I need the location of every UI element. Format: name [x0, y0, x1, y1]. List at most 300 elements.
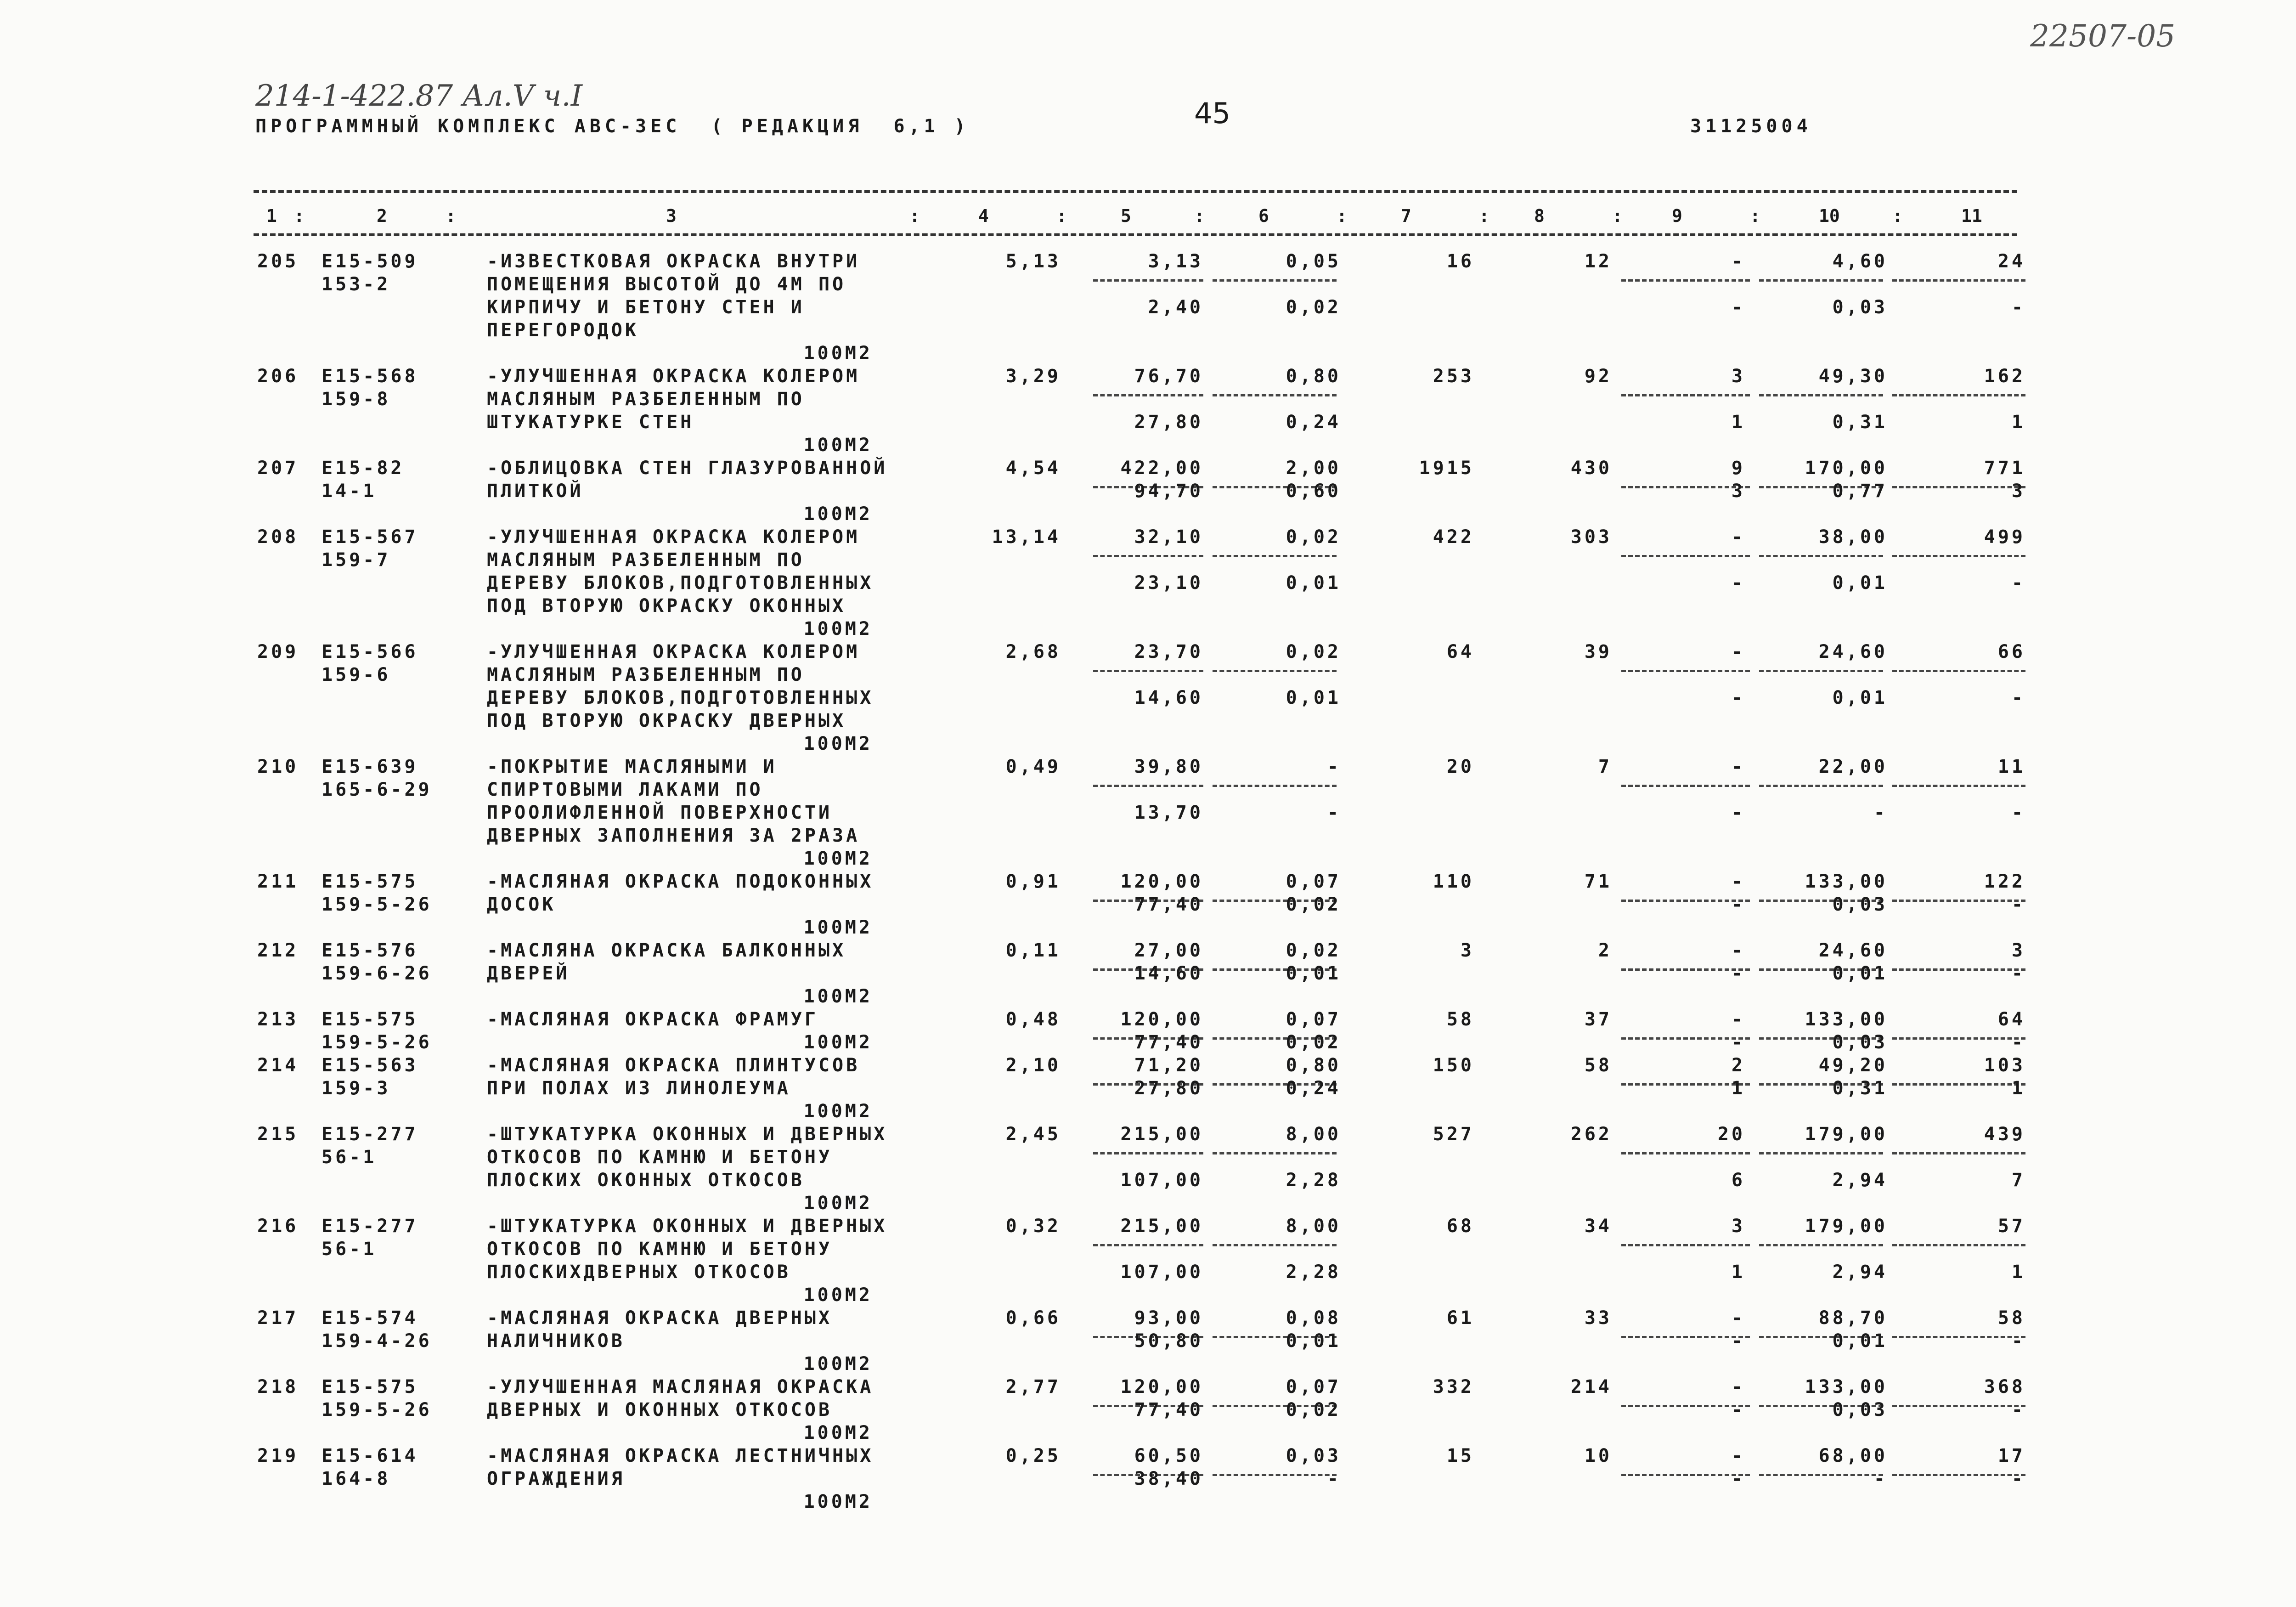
corner-handwritten-note: 22507-05: [2030, 18, 2176, 54]
column-separator: :: [1750, 206, 1760, 226]
cell-subrule: [1759, 1244, 1883, 1246]
cell-lower: 0,01: [1832, 1330, 1888, 1352]
cell-value: 1915: [1419, 458, 1474, 479]
cell-value: 34: [1584, 1216, 1612, 1237]
cell-lower: 3: [2011, 481, 2025, 502]
cell-subrule: [1093, 1244, 1203, 1246]
cell-lower: 0,01: [1286, 572, 1341, 594]
cell-value: 20: [1446, 756, 1474, 777]
norm-code: Е15-575: [322, 871, 418, 892]
norm-code: Е15-574: [322, 1307, 418, 1329]
cell-lower: -: [2011, 1330, 2025, 1352]
cell-upper: 88,70: [1818, 1307, 1888, 1329]
norm-code: Е15-566: [322, 641, 418, 662]
quantity-value: 4,54: [1005, 458, 1061, 479]
cell-lower: 0,02: [1286, 1399, 1341, 1420]
cell-upper: 49,20: [1818, 1055, 1888, 1076]
cell-upper: 66: [1997, 641, 2025, 662]
quantity-value: 0,11: [1005, 940, 1061, 961]
norm-code: 153-2: [322, 274, 391, 295]
cell-upper: -: [1731, 756, 1745, 777]
cell-upper: 11: [1997, 756, 2025, 777]
cell-lower: 1: [2011, 1078, 2025, 1099]
cell-upper: 3: [1731, 1216, 1745, 1237]
norm-code: 159-5-26: [322, 1032, 432, 1053]
cell-upper: 0,07: [1286, 871, 1341, 892]
cell-upper: 71,20: [1134, 1055, 1203, 1076]
cell-lower: 0,01: [1286, 687, 1341, 708]
cell-upper: 179,00: [1805, 1124, 1888, 1145]
cell-lower: 7: [2011, 1170, 2025, 1191]
work-description: ПЛИТКОЙ: [487, 481, 584, 502]
row-number: 211: [257, 871, 299, 892]
norm-code: Е15-567: [322, 526, 418, 548]
work-description: ШТУКАТУРКЕ СТЕН: [487, 412, 694, 433]
work-description: -УЛУЧШЕННАЯ ОКРАСКА КОЛЕРОМ: [487, 366, 860, 387]
cell-lower: 0,03: [1832, 1399, 1888, 1420]
column-header-1: 1: [266, 206, 277, 226]
cell-lower: 27,80: [1134, 412, 1203, 433]
cell-subrule: [1213, 670, 1337, 672]
row-number: 205: [257, 251, 299, 272]
cell-upper: 215,00: [1120, 1124, 1203, 1145]
unit-of-measure: 100М2: [803, 343, 873, 364]
cell-subrule: [1892, 279, 2025, 282]
cell-value: 527: [1433, 1124, 1474, 1145]
unit-of-measure: 100М2: [803, 1284, 873, 1306]
norm-code: Е15-563: [322, 1055, 418, 1076]
cell-subrule: [1093, 555, 1203, 557]
cell-upper: 133,00: [1805, 1376, 1888, 1398]
unit-of-measure: 100М2: [803, 1491, 873, 1512]
cell-upper: 64: [1997, 1009, 2025, 1030]
cell-lower: -: [1731, 1399, 1745, 1420]
cell-lower: 0,03: [1832, 894, 1888, 915]
cell-value: 64: [1446, 641, 1474, 662]
quantity-value: 2,10: [1005, 1055, 1061, 1076]
cell-lower: 1: [1731, 412, 1745, 433]
cell-value: 2: [1598, 940, 1612, 961]
cell-upper: 170,00: [1805, 458, 1888, 479]
cell-lower: -: [1731, 802, 1745, 823]
quantity-value: 2,77: [1005, 1376, 1061, 1398]
norm-code: 159-8: [322, 389, 391, 410]
unit-of-measure: 100М2: [803, 986, 873, 1007]
cell-lower: 1: [1731, 1078, 1745, 1099]
column-separator: :: [1056, 206, 1067, 226]
work-description: ПОД ВТОРУЮ ОКРАСКУ ОКОННЫХ: [487, 595, 846, 617]
cell-lower: -: [1873, 1468, 1888, 1489]
cell-lower: 3: [1731, 481, 1745, 502]
work-description: СПИРТОВЫМИ ЛАКАМИ ПО: [487, 779, 763, 800]
cell-subrule: [1093, 394, 1203, 396]
column-separator: :: [909, 206, 920, 226]
cell-upper: 24,60: [1818, 940, 1888, 961]
cell-upper: 0,02: [1286, 641, 1341, 662]
cell-lower: 107,00: [1120, 1262, 1203, 1283]
cell-upper: 133,00: [1805, 1009, 1888, 1030]
cell-upper: -: [1327, 756, 1341, 777]
unit-of-measure: 100М2: [803, 1101, 873, 1122]
cell-upper: 499: [1984, 526, 2025, 548]
cell-value: 12: [1584, 251, 1612, 272]
row-number: 212: [257, 940, 299, 961]
cell-value: 58: [1446, 1009, 1474, 1030]
cell-upper: -: [1731, 871, 1745, 892]
cell-subrule: [1759, 279, 1883, 282]
cell-upper: 38,00: [1818, 526, 1888, 548]
cell-value: 71: [1584, 871, 1612, 892]
cell-value: 214: [1570, 1376, 1612, 1398]
cell-upper: 0,80: [1286, 1055, 1341, 1076]
cell-value: 16: [1446, 251, 1474, 272]
cell-lower: 38,40: [1134, 1468, 1203, 1489]
work-description: -МАСЛЯНА ОКРАСКА БАЛКОННЫХ: [487, 940, 846, 961]
cell-lower: 0,02: [1286, 1032, 1341, 1053]
cell-upper: 93,00: [1134, 1307, 1203, 1329]
cell-lower: -: [1731, 963, 1745, 984]
row-number: 206: [257, 366, 299, 387]
unit-of-measure: 100М2: [803, 1193, 873, 1214]
column-header-5: 5: [1121, 206, 1131, 226]
cell-subrule: [1759, 555, 1883, 557]
cell-upper: -: [1731, 940, 1745, 961]
cell-subrule: [1213, 279, 1337, 282]
cell-subrule: [1093, 670, 1203, 672]
column-separator: :: [446, 206, 456, 226]
work-description: ДОСОК: [487, 894, 556, 915]
norm-code: Е15-277: [322, 1216, 418, 1237]
cell-upper: 179,00: [1805, 1216, 1888, 1237]
cell-upper: 49,30: [1818, 366, 1888, 387]
cell-subrule: [1621, 1244, 1750, 1246]
work-description: ПЛОСКИХДВЕРНЫХ ОТКОСОВ: [487, 1262, 791, 1283]
column-header-7: 7: [1401, 206, 1411, 226]
cell-upper: 133,00: [1805, 871, 1888, 892]
work-description: -ОБЛИЦОВКА СТЕН ГЛАЗУРОВАННОЙ: [487, 458, 888, 479]
cell-upper: 24: [1997, 251, 2025, 272]
cell-lower: 107,00: [1120, 1170, 1203, 1191]
norm-code: 14-1: [322, 481, 377, 502]
unit-of-measure: 100М2: [803, 917, 873, 938]
cell-upper: -: [1731, 1009, 1745, 1030]
cell-value: 7: [1598, 756, 1612, 777]
cell-subrule: [1892, 785, 2025, 787]
cell-lower: -: [2011, 1468, 2025, 1489]
cell-upper: 0,07: [1286, 1009, 1341, 1030]
cell-lower: 23,10: [1134, 572, 1203, 594]
cell-lower: 13,70: [1134, 802, 1203, 823]
row-number: 214: [257, 1055, 299, 1076]
cell-value: 33: [1584, 1307, 1612, 1329]
cell-value: 15: [1446, 1445, 1474, 1466]
cell-lower: 27,80: [1134, 1078, 1203, 1099]
cell-subrule: [1213, 1152, 1337, 1154]
table-top-rule: [254, 190, 2017, 193]
cell-lower: -: [1873, 802, 1888, 823]
row-number: 217: [257, 1307, 299, 1329]
work-description: ОГРАЖДЕНИЯ: [487, 1468, 625, 1489]
cell-upper: 8,00: [1286, 1216, 1341, 1237]
cell-upper: 3: [2011, 940, 2025, 961]
cell-subrule: [1621, 394, 1750, 396]
unit-of-measure: 100М2: [803, 435, 873, 456]
cell-lower: 0,01: [1832, 687, 1888, 708]
unit-of-measure: 100М2: [803, 1422, 873, 1443]
cell-upper: 4,60: [1832, 251, 1888, 272]
norm-code: Е15-575: [322, 1376, 418, 1398]
work-description: ДВЕРНЫХ ЗАПОЛНЕНИЯ ЗА 2РАЗА: [487, 825, 860, 846]
cell-lower: -: [2011, 802, 2025, 823]
page-number: 45: [1194, 96, 1230, 130]
norm-code: 56-1: [322, 1239, 377, 1260]
cell-upper: 27,00: [1134, 940, 1203, 961]
work-description: МАСЛЯНЫМ РАЗБЕЛЕННЫМ ПО: [487, 664, 805, 685]
cell-value: 430: [1570, 458, 1612, 479]
cell-upper: 0,03: [1286, 1445, 1341, 1466]
column-header-11: 11: [1961, 206, 1982, 226]
cell-subrule: [1621, 785, 1750, 787]
cell-upper: 39,80: [1134, 756, 1203, 777]
cell-lower: 2,28: [1286, 1170, 1341, 1191]
cell-upper: 422,00: [1120, 458, 1203, 479]
cell-lower: 94,70: [1134, 481, 1203, 502]
cell-lower: 0,02: [1286, 894, 1341, 915]
cell-value: 39: [1584, 641, 1612, 662]
cell-lower: 1: [2011, 1262, 2025, 1283]
column-separator: :: [1892, 206, 1903, 226]
cell-lower: 14,60: [1134, 963, 1203, 984]
cell-value: 150: [1433, 1055, 1474, 1076]
norm-code: Е15-639: [322, 756, 418, 777]
cell-lower: -: [2011, 894, 2025, 915]
quantity-value: 0,91: [1005, 871, 1061, 892]
cell-subrule: [1093, 1152, 1203, 1154]
work-description: -ИЗВЕСТКОВАЯ ОКРАСКА ВНУТРИ: [487, 251, 860, 272]
cell-lower: 0,03: [1832, 297, 1888, 318]
column-header-9: 9: [1672, 206, 1682, 226]
column-separator: :: [1479, 206, 1489, 226]
row-number: 210: [257, 756, 299, 777]
cell-value: 422: [1433, 526, 1474, 548]
work-description: ПЕРЕГОРОДОК: [487, 320, 639, 341]
cell-upper: 0,80: [1286, 366, 1341, 387]
cell-value: 110: [1433, 871, 1474, 892]
cell-lower: -: [1731, 1468, 1745, 1489]
cell-lower: 6: [1731, 1170, 1745, 1191]
work-description: ДЕРЕВУ БЛОКОВ,ПОДГОТОВЛЕННЫХ: [487, 572, 874, 594]
quantity-value: 0,49: [1005, 756, 1061, 777]
norm-code: Е15-576: [322, 940, 418, 961]
work-description: -МАСЛЯНАЯ ОКРАСКА ФРАМУГ: [487, 1009, 818, 1030]
column-header-4: 4: [978, 206, 989, 226]
cell-value: 303: [1570, 526, 1612, 548]
cell-upper: -: [1731, 1376, 1745, 1398]
cell-lower: 0,24: [1286, 1078, 1341, 1099]
row-number: 208: [257, 526, 299, 548]
quantity-value: 3,29: [1005, 366, 1061, 387]
cell-upper: 0,02: [1286, 526, 1341, 548]
norm-code: Е15-614: [322, 1445, 418, 1466]
cell-lower: -: [2011, 1399, 2025, 1420]
work-description: ДЕРЕВУ БЛОКОВ,ПОДГОТОВЛЕННЫХ: [487, 687, 874, 708]
norm-code: 159-5-26: [322, 1399, 432, 1420]
row-number: 219: [257, 1445, 299, 1466]
row-number: 213: [257, 1009, 299, 1030]
cell-upper: 2: [1731, 1055, 1745, 1076]
cell-value: 3: [1460, 940, 1474, 961]
cell-subrule: [1892, 555, 2025, 557]
work-description: ПРИ ПОЛАХ ИЗ ЛИНОЛЕУМА: [487, 1078, 791, 1099]
work-description: -МАСЛЯНАЯ ОКРАСКА ПОДОКОННЫХ: [487, 871, 874, 892]
cell-lower: 1: [2011, 412, 2025, 433]
unit-of-measure: 100М2: [803, 1032, 873, 1053]
cell-lower: 2,28: [1286, 1262, 1341, 1283]
cell-upper: 20: [1717, 1124, 1745, 1145]
cell-upper: 0,05: [1286, 251, 1341, 272]
cell-lower: -: [2011, 297, 2025, 318]
work-description: МАСЛЯНЫМ РАЗБЕЛЕННЫМ ПО: [487, 389, 805, 410]
quantity-value: 0,66: [1005, 1307, 1061, 1329]
column-separator: :: [1194, 206, 1205, 226]
cell-upper: -: [1731, 641, 1745, 662]
norm-code: 159-4-26: [322, 1330, 432, 1352]
cell-subrule: [1621, 555, 1750, 557]
cell-upper: 120,00: [1120, 1376, 1203, 1398]
cell-lower: 0,60: [1286, 481, 1341, 502]
cell-subrule: [1093, 279, 1203, 282]
cell-lower: -: [1327, 1468, 1341, 1489]
cell-upper: 771: [1984, 458, 2025, 479]
cell-value: 68: [1446, 1216, 1474, 1237]
column-header-8: 8: [1534, 206, 1545, 226]
work-description: НАЛИЧНИКОВ: [487, 1330, 625, 1352]
cell-upper: 368: [1984, 1376, 2025, 1398]
cell-subrule: [1213, 785, 1337, 787]
cell-upper: 58: [1997, 1307, 2025, 1329]
norm-code: Е15-277: [322, 1124, 418, 1145]
cell-upper: 215,00: [1120, 1216, 1203, 1237]
cell-subrule: [1621, 1152, 1750, 1154]
work-description: -УЛУЧШЕННАЯ МАСЛЯНАЯ ОКРАСКА: [487, 1376, 874, 1398]
cell-lower: 0,01: [1286, 963, 1341, 984]
quantity-value: 2,68: [1005, 641, 1061, 662]
norm-code: 165-6-29: [322, 779, 432, 800]
cell-lower: 77,40: [1134, 1399, 1203, 1420]
cell-upper: 32,10: [1134, 526, 1203, 548]
norm-code: 159-3: [322, 1078, 391, 1099]
quantity-value: 0,48: [1005, 1009, 1061, 1030]
cell-lower: 0,01: [1832, 572, 1888, 594]
column-separator: :: [294, 206, 305, 226]
cell-value: 10: [1584, 1445, 1612, 1466]
cell-subrule: [1759, 394, 1883, 396]
cell-value: 37: [1584, 1009, 1612, 1030]
work-description: ДВЕРНЫХ И ОКОННЫХ ОТКОСОВ: [487, 1399, 833, 1420]
cell-lower: 50,80: [1134, 1330, 1203, 1352]
cell-upper: -: [1731, 1307, 1745, 1329]
work-description: ПРООЛИФЛЕННОЙ ПОВЕРХНОСТИ: [487, 802, 833, 823]
unit-of-measure: 100М2: [803, 1353, 873, 1375]
column-header-3: 3: [666, 206, 677, 226]
cell-lower: -: [1731, 687, 1745, 708]
cell-value: 61: [1446, 1307, 1474, 1329]
cell-upper: 68,00: [1818, 1445, 1888, 1466]
work-description: -МАСЛЯНАЯ ОКРАСКА ЛЕСТНИЧНЫХ: [487, 1445, 874, 1466]
norm-code: Е15-575: [322, 1009, 418, 1030]
cell-upper: 3: [1731, 366, 1745, 387]
cell-subrule: [1892, 1152, 2025, 1154]
cell-upper: 76,70: [1134, 366, 1203, 387]
cell-lower: 0,01: [1286, 1330, 1341, 1352]
cell-lower: 0,24: [1286, 412, 1341, 433]
cell-subrule: [1892, 394, 2025, 396]
cell-lower: 1: [1731, 1262, 1745, 1283]
cell-lower: -: [1731, 1330, 1745, 1352]
cell-upper: 57: [1997, 1216, 2025, 1237]
cell-lower: 0,02: [1286, 297, 1341, 318]
quantity-value: 0,32: [1005, 1216, 1061, 1237]
column-separator: :: [1612, 206, 1623, 226]
cell-upper: 439: [1984, 1124, 2025, 1145]
cell-subrule: [1093, 785, 1203, 787]
document-code: 214-1-422.87 Ал.V ч.I: [255, 79, 582, 113]
cell-subrule: [1213, 1244, 1337, 1246]
cell-upper: 103: [1984, 1055, 2025, 1076]
cell-upper: -: [1731, 526, 1745, 548]
column-header-2: 2: [377, 206, 387, 226]
cell-lower: -: [2011, 1032, 2025, 1053]
cell-upper: 17: [1997, 1445, 2025, 1466]
row-number: 207: [257, 458, 299, 479]
work-description: -МАСЛЯНАЯ ОКРАСКА ПЛИНТУСОВ: [487, 1055, 860, 1076]
cell-upper: -: [1731, 251, 1745, 272]
work-description: ПЛОСКИХ ОКОННЫХ ОТКОСОВ: [487, 1170, 805, 1191]
work-description: -УЛУЧШЕННАЯ ОКРАСКА КОЛЕРОМ: [487, 526, 860, 548]
work-description: -ПОКРЫТИЕ МАСЛЯНЫМИ И: [487, 756, 777, 777]
norm-code: 159-6: [322, 664, 391, 685]
unit-of-measure: 100М2: [803, 733, 873, 754]
cell-lower: 77,40: [1134, 1032, 1203, 1053]
work-description: КИРПИЧУ И БЕТОНУ СТЕН И: [487, 297, 805, 318]
cell-lower: -: [1731, 572, 1745, 594]
program-title: ПРОГРАММНЫЙ КОМПЛЕКС АВС-3ЕС ( РЕДАКЦИЯ 6,1 ): [255, 116, 970, 137]
cell-lower: 0,31: [1832, 1078, 1888, 1099]
cell-subrule: [1759, 785, 1883, 787]
work-description: ОТКОСОВ ПО КАМНЮ И БЕТОНУ: [487, 1239, 833, 1260]
row-number: 215: [257, 1124, 299, 1145]
unit-of-measure: 100М2: [803, 848, 873, 869]
cell-upper: 8,00: [1286, 1124, 1341, 1145]
work-description: -МАСЛЯНАЯ ОКРАСКА ДВЕРНЫХ: [487, 1307, 833, 1329]
cell-lower: -: [1731, 297, 1745, 318]
work-description: -ШТУКАТУРКА ОКОННЫХ И ДВЕРНЫХ: [487, 1216, 888, 1237]
cell-upper: 2,00: [1286, 458, 1341, 479]
cell-value: 332: [1433, 1376, 1474, 1398]
norm-code: Е15-82: [322, 458, 405, 479]
cell-upper: 3,13: [1148, 251, 1203, 272]
cell-subrule: [1213, 555, 1337, 557]
row-number: 209: [257, 641, 299, 662]
cell-upper: 162: [1984, 366, 2025, 387]
cell-upper: 0,02: [1286, 940, 1341, 961]
cell-value: 58: [1584, 1055, 1612, 1076]
cell-upper: 24,60: [1818, 641, 1888, 662]
column-header-10: 10: [1819, 206, 1840, 226]
quantity-value: 13,14: [992, 526, 1061, 548]
cell-lower: -: [1731, 894, 1745, 915]
cell-subrule: [1621, 670, 1750, 672]
